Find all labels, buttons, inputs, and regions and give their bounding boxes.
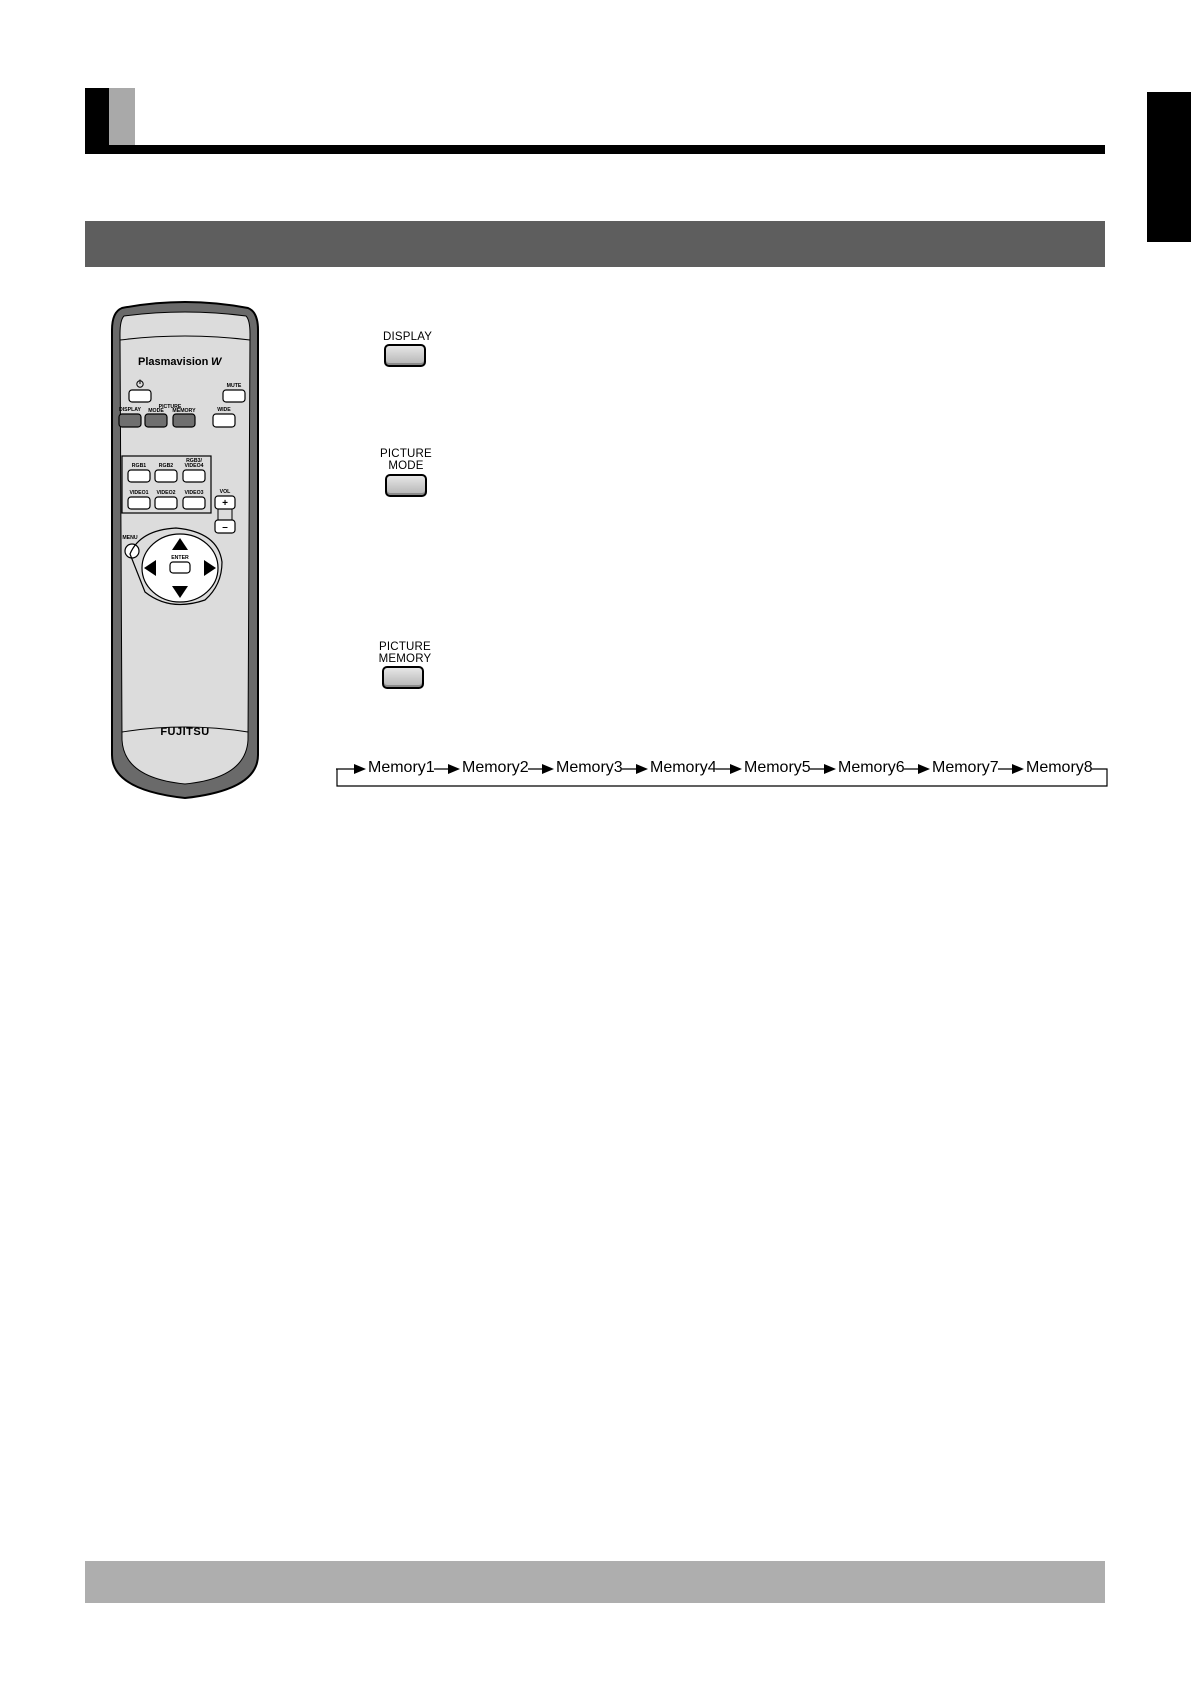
arrow-head-icon (448, 764, 460, 774)
remote-rgb1-button[interactable] (128, 470, 150, 482)
picture-memory-button[interactable] (382, 666, 424, 689)
memory-cycle-item: Memory2 (462, 759, 529, 776)
remote-vol-label: VOL (219, 489, 231, 495)
remote-video1-label: VIDEO1 (129, 490, 149, 496)
remote-menu-label: MENU (122, 535, 138, 541)
remote-vol-plus-sign: + (222, 498, 228, 509)
picture-mode-button[interactable] (385, 474, 427, 497)
arrow-head-icon (824, 764, 836, 774)
remote-video2-label: VIDEO2 (156, 490, 176, 496)
arrow-head-icon (542, 764, 554, 774)
memory-cycle-item: Memory4 (650, 759, 717, 776)
remote-rgb3-button[interactable] (183, 470, 205, 482)
memory-cycle-item: Memory3 (556, 759, 623, 776)
memory-cycle-item: Memory5 (744, 759, 811, 776)
remote-rgb3-label-bottom: VIDEO4 (184, 463, 204, 469)
remote-vol-minus-sign: – (222, 522, 228, 533)
picture-mode-button-label-line2: MODE (388, 460, 424, 472)
remote-video3-button[interactable] (183, 497, 205, 509)
remote-enter-label: ENTER (171, 555, 189, 561)
remote-video2-button[interactable] (155, 497, 177, 509)
picture-mode-button-label-line1: PICTURE (380, 448, 432, 460)
remote-enter-button[interactable] (170, 562, 190, 573)
remote-display-button[interactable] (119, 414, 141, 427)
remote-video3-label: VIDEO3 (184, 490, 204, 496)
remote-video1-button[interactable] (128, 497, 150, 509)
remote-picture-memory-button[interactable] (173, 414, 195, 427)
remote-logo-text: Plasmavision (138, 356, 209, 368)
remote-wide-label: WIDE (217, 407, 231, 413)
remote-control-illustration (100, 300, 270, 800)
remote-mode-label: MODE (148, 408, 164, 414)
remote-logo-mark: W (211, 356, 222, 368)
remote-rgb2-button[interactable] (155, 470, 177, 482)
remote-picture-mode-button[interactable] (145, 414, 167, 427)
remote-rgb1-label: RGB1 (131, 463, 147, 469)
header-marker-black (85, 88, 109, 146)
display-button-label: DISPLAY (383, 331, 433, 343)
memory-cycle-item: Memory7 (932, 759, 999, 776)
arrow-head-icon (1012, 764, 1024, 774)
footer-band (85, 1561, 1105, 1603)
remote-display-label: DISPLAY (118, 407, 142, 413)
picture-memory-button-label-line2: MEMORY (378, 653, 432, 665)
memory-cycle-item: Memory6 (838, 759, 905, 776)
arrow-head-icon (636, 764, 648, 774)
memory-cycle-diagram (336, 752, 1108, 788)
memory-cycle-item: Memory1 (368, 759, 435, 776)
remote-wide-button[interactable] (213, 414, 235, 427)
header-marker-gray (109, 88, 135, 146)
remote-mute-label: MUTE (226, 383, 242, 389)
remote-memory-label: MEMORY (172, 408, 196, 414)
display-button[interactable] (384, 344, 426, 367)
section-title-band (85, 221, 1105, 267)
arrow-head-icon (354, 764, 366, 774)
language-tab (1147, 92, 1191, 242)
memory-cycle-item: Memory8 (1026, 759, 1093, 776)
remote-rgb3-label-top: RGB3/ (186, 458, 202, 464)
arrow-head-icon (918, 764, 930, 774)
remote-rgb2-label: RGB2 (158, 463, 174, 469)
remote-picture-label: PICTURE (158, 404, 182, 410)
arrow-head-icon (730, 764, 742, 774)
picture-memory-button-label-line1: PICTURE (379, 641, 431, 653)
remote-mute-button[interactable] (223, 390, 245, 402)
header-rule (85, 145, 1105, 154)
remote-brand: FUJITSU (160, 726, 210, 738)
